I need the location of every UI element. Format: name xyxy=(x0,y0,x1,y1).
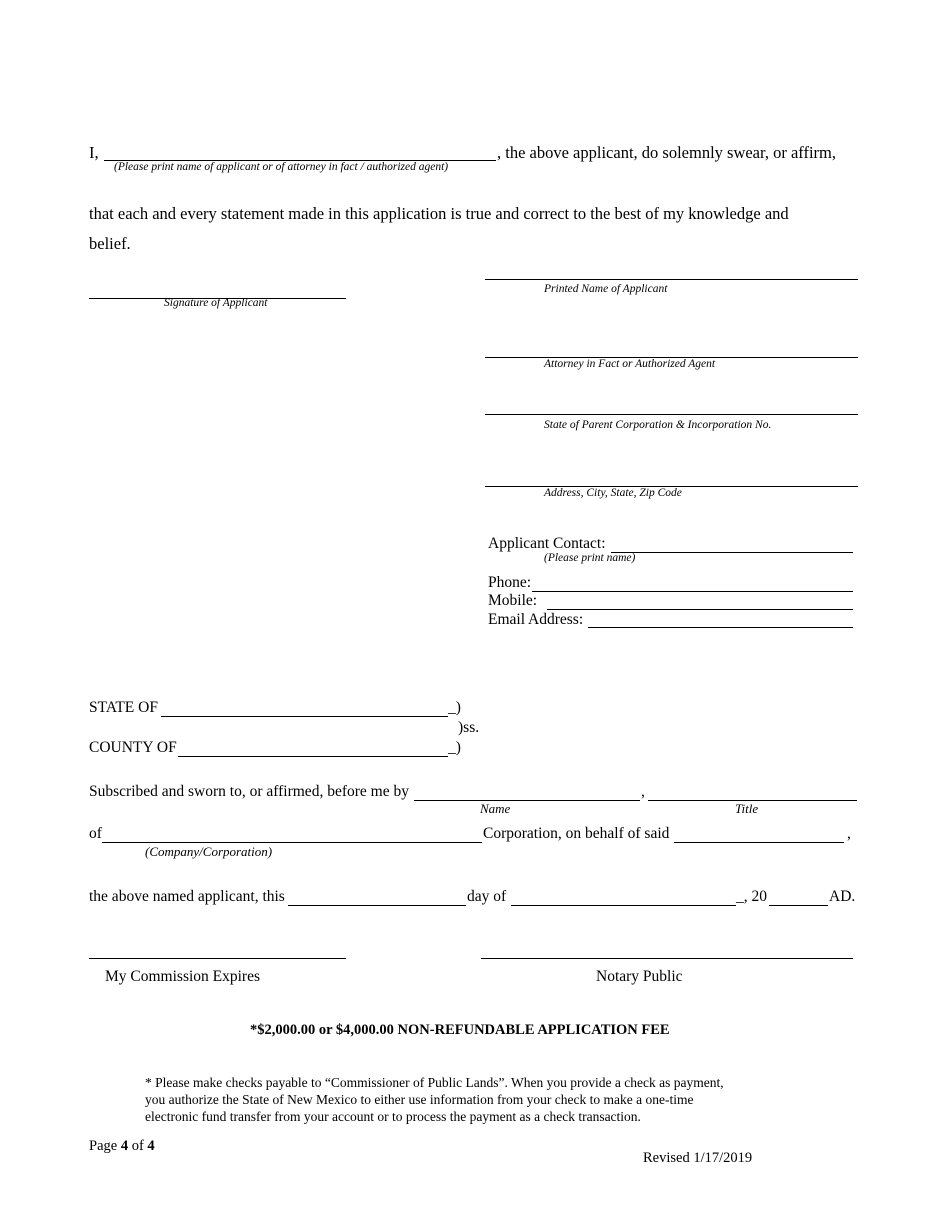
year-field[interactable] xyxy=(769,887,828,906)
fee-note-line-3: electronic fund transfer from your account or to process the payment as a check transaction. xyxy=(145,1109,641,1124)
ad-text: AD. xyxy=(829,888,856,905)
county-paren: _) xyxy=(448,739,461,756)
fee-note-line-1: * Please make checks payable to “Commissioner of Public Lands”. When you provide a check as payment, xyxy=(145,1075,724,1090)
subscribed-text: Subscribed and sworn to, or affirmed, before me by xyxy=(89,783,409,800)
day-of-text: day of xyxy=(467,888,507,905)
parent-corporation-caption: State of Parent Corporation & Incorporation No. xyxy=(544,419,772,431)
applicant-contact-label: Applicant Contact: xyxy=(488,535,606,552)
ss-mark: )ss. xyxy=(458,719,480,736)
phone-field[interactable] xyxy=(532,573,853,592)
oath-suffix: , the above applicant, do solemnly swear, or affirm, xyxy=(497,143,837,162)
day-field[interactable] xyxy=(288,887,466,906)
page-number xyxy=(89,1138,155,1155)
title-caption: Title xyxy=(735,801,759,816)
parent-corporation-field[interactable] xyxy=(485,396,858,415)
subscribed-comma: , xyxy=(641,783,645,800)
mobile-field[interactable] xyxy=(547,591,853,610)
corporation-text: Corporation, on behalf of said xyxy=(483,825,670,842)
commission-expires-field[interactable] xyxy=(89,940,346,959)
said-corporation-field[interactable] xyxy=(674,824,844,843)
email-label: Email Address: xyxy=(488,611,584,628)
applicant-name-caption: (Please print name of applicant or of attorney in fact / authorized agent) xyxy=(114,161,449,173)
notary-public-label: Notary Public xyxy=(596,968,683,985)
oath-prefix: I, xyxy=(89,143,99,162)
oath-line-2: that each and every statement made in this application is true and correct to the best of my knowledge and xyxy=(89,204,789,223)
printed-name-field[interactable] xyxy=(485,261,858,280)
sworn-title-field[interactable] xyxy=(648,782,857,801)
notary-public-field[interactable] xyxy=(481,940,853,959)
state-paren: _) xyxy=(448,699,461,716)
applicant-name-field[interactable] xyxy=(104,142,496,161)
fee-note-line-2: you authorize the State of New Mexico to either use information from your check to make a one-time xyxy=(145,1092,694,1107)
address-field[interactable] xyxy=(485,468,858,487)
print-name-caption: (Please print name) xyxy=(544,552,636,564)
applicant-contact-field[interactable] xyxy=(611,534,853,553)
attorney-caption: Attorney in Fact or Authorized Agent xyxy=(544,358,716,370)
state-of-label: STATE OF xyxy=(89,699,158,716)
page-prefix: Page xyxy=(89,1138,118,1154)
email-field[interactable] xyxy=(588,609,853,628)
page-total: 4 xyxy=(147,1138,155,1154)
page-of: of xyxy=(131,1138,144,1154)
year-prefix: _, 20 xyxy=(736,888,767,905)
commission-expires-label: My Commission Expires xyxy=(105,968,261,985)
name-caption: Name xyxy=(480,801,511,816)
revised-date: Revised 1/17/2019 xyxy=(643,1150,753,1166)
address-caption: Address, City, State, Zip Code xyxy=(544,487,682,499)
company-field[interactable] xyxy=(102,824,482,843)
sworn-name-field[interactable] xyxy=(414,782,640,801)
signature-caption: Signature of Applicant xyxy=(164,297,268,309)
county-field[interactable] xyxy=(178,738,448,757)
of-label: of xyxy=(89,825,102,842)
company-caption: (Company/Corporation) xyxy=(145,844,273,859)
month-field[interactable] xyxy=(511,887,736,906)
fee-heading: *$2,000.00 or $4,000.00 NON-REFUNDABLE APPLICATION FEE xyxy=(250,1022,670,1038)
oath-line-3: belief. xyxy=(89,234,131,253)
county-of-label: COUNTY OF xyxy=(89,739,177,756)
mobile-label: Mobile: xyxy=(488,592,538,609)
trailing-comma: , xyxy=(847,825,851,842)
page-current: 4 xyxy=(120,1138,129,1154)
state-field[interactable] xyxy=(161,698,448,717)
printed-name-caption: Printed Name of Applicant xyxy=(544,283,668,295)
phone-label: Phone: xyxy=(488,574,532,591)
attorney-field[interactable] xyxy=(485,339,858,358)
applicant-this-text: the above named applicant, this xyxy=(89,888,285,905)
